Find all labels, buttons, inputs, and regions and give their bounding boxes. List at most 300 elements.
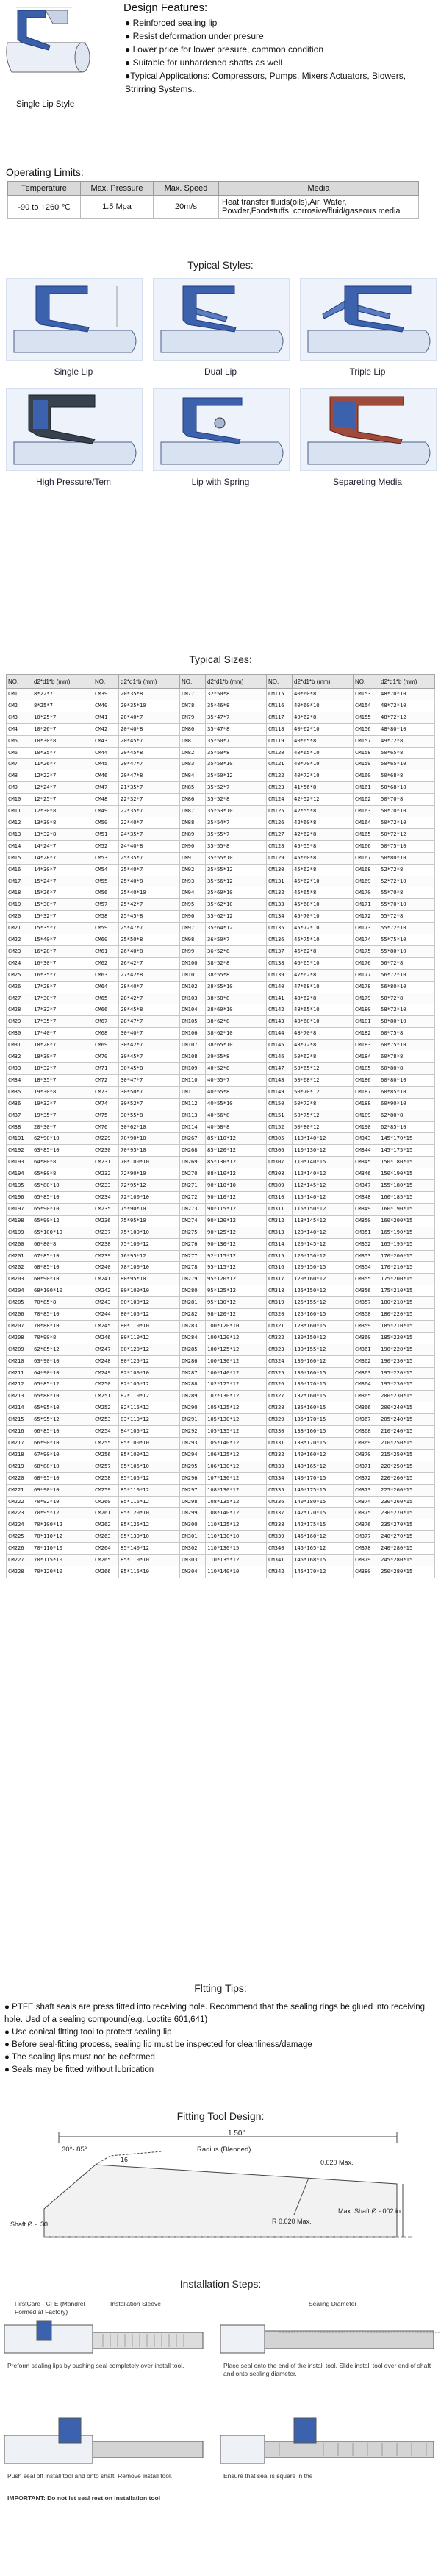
dimension-cell: 18*32*7 [32, 1063, 93, 1075]
dimension-cell: 70*85*8 [32, 1297, 93, 1309]
table-row [7, 723, 435, 735]
part-number-cell: CM80 [180, 723, 206, 735]
dimension-cell: 220*260*15 [379, 1472, 435, 1484]
part-number-cell: CM355 [354, 1274, 379, 1285]
dimension-cell: 35*60*10 [206, 887, 267, 899]
part-number-cell: CM14 [7, 840, 32, 852]
dimension-cell: 13*32*8 [32, 828, 93, 840]
feature-item: ● Resist deformation under presure [125, 31, 264, 41]
part-number-cell: CM195 [7, 1180, 32, 1192]
part-number-cell: CM63 [93, 969, 119, 981]
dimension-cell: 85*140*12 [119, 1543, 180, 1555]
dimension-cell: 105*130*12 [206, 1414, 267, 1426]
part-number-cell: CM305 [267, 1133, 293, 1145]
part-number-cell: CM219 [7, 1461, 32, 1472]
part-number-cell: CM362 [354, 1355, 379, 1367]
dimension-cell: 100*120*10 [206, 1320, 267, 1332]
table-row [7, 1180, 435, 1192]
part-number-cell: CM4 [7, 723, 32, 735]
part-number-cell: CM6 [7, 747, 32, 759]
dimension-cell: 30*62*10 [119, 1121, 180, 1133]
part-number-cell: CM277 [180, 1250, 206, 1262]
part-number-cell: CM220 [7, 1472, 32, 1484]
part-number-cell: CM174 [354, 934, 379, 946]
part-number-cell: CM231 [93, 1157, 119, 1168]
part-number-cell: CM207 [7, 1320, 32, 1332]
dimension-cell: 35*47*7 [206, 712, 267, 723]
part-number-cell: CM297 [180, 1484, 206, 1496]
dimension-cell: 12*25*7 [32, 794, 93, 806]
dimension-cell: 102*130*12 [206, 1391, 267, 1402]
feature-item: ● Reinforced sealing lip [125, 18, 218, 28]
dimension-cell: 100*125*12 [206, 1344, 267, 1355]
dimension-cell: 132*160*15 [293, 1391, 354, 1402]
dimension-cell: 10*25*7 [32, 712, 93, 723]
dimension-cell: 235*270*15 [379, 1519, 435, 1531]
dimension-cell: 130*160*15 [293, 1367, 354, 1379]
table-row [7, 840, 435, 852]
limits-header: Max. Pressure [81, 182, 154, 196]
part-number-cell: CM26 [7, 981, 32, 993]
part-number-cell: CM262 [93, 1519, 119, 1531]
dim16-label: 16 [121, 2156, 129, 2163]
part-number-cell: CM270 [180, 1168, 206, 1180]
part-number-cell: CM33 [7, 1063, 32, 1075]
dimension-cell: 14*24*7 [32, 840, 93, 852]
dimension-cell: 142*170*15 [293, 1508, 354, 1519]
dimension-cell: 145*165*12 [293, 1543, 354, 1555]
part-number-cell: CM138 [267, 957, 293, 969]
part-number-cell: CM261 [93, 1508, 119, 1519]
part-number-cell: CM326 [267, 1379, 293, 1391]
part-number-cell: CM369 [354, 1438, 379, 1450]
part-number-cell: CM278 [180, 1262, 206, 1274]
dimension-cell: 84*105*12 [119, 1426, 180, 1438]
part-number-cell: CM171 [354, 899, 379, 911]
dimension-cell: 58*72*8 [379, 993, 435, 1004]
part-number-cell: CM76 [93, 1121, 119, 1133]
table-row [7, 1285, 435, 1297]
dimension-cell: 85*120*12 [206, 1145, 267, 1157]
dimension-cell: 55*70*8 [379, 887, 435, 899]
table-row [7, 806, 435, 817]
table-row [7, 1566, 435, 1578]
dimension-cell: 72*100*10 [119, 1191, 180, 1203]
part-number-cell: CM173 [354, 923, 379, 934]
part-number-cell: CM249 [93, 1367, 119, 1379]
table-row [7, 923, 435, 934]
dimension-cell: 70*115*10 [32, 1555, 93, 1566]
dimension-cell: 105*125*12 [206, 1402, 267, 1414]
installation-steps-title: Installation Steps: [179, 2278, 262, 2290]
dimension-cell: 190*220*15 [379, 1344, 435, 1355]
part-number-cell: CM247 [93, 1344, 119, 1355]
dimension-cell: 50*70*10 [379, 806, 435, 817]
dimension-cell: 45*70*10 [293, 911, 354, 923]
part-number-cell: CM363 [354, 1367, 379, 1379]
part-number-cell: CM356 [354, 1285, 379, 1297]
part-number-cell: CM291 [180, 1414, 206, 1426]
tip-item: ● PTFE shaft seals are press fitted into receiving hole. Recommend that the sealing rings be glued into receiving hole. Usd of a sealing compound(e.g. Loctite 601,641) [4, 2003, 426, 2024]
dimension-cell: 180*210*15 [379, 1297, 435, 1309]
dimension-cell: 55*72*10 [379, 923, 435, 934]
dimension-cell: 52*72*8 [379, 864, 435, 876]
dimension-cell: 25*40*8 [119, 876, 180, 887]
part-number-cell: CM12 [7, 817, 32, 828]
dimension-cell: 210*250*15 [379, 1438, 435, 1450]
table-row [7, 1344, 435, 1355]
part-number-cell: CM156 [354, 723, 379, 735]
dimension-cell: 85*115*10 [119, 1566, 180, 1578]
dimension-cell: 48*70*8 [293, 1028, 354, 1040]
part-number-cell: CM176 [354, 957, 379, 969]
dimension-cell: 82*115*12 [119, 1402, 180, 1414]
part-number-cell: CM213 [7, 1391, 32, 1402]
dimension-cell: 90*115*12 [206, 1203, 267, 1215]
dimension-cell: 30*40*7 [119, 1028, 180, 1040]
part-number-cell: CM272 [180, 1191, 206, 1203]
dimension-cell: 48*80*10 [379, 723, 435, 735]
table-row [7, 1472, 435, 1484]
part-number-cell: CM283 [180, 1320, 206, 1332]
part-number-cell: CM175 [354, 945, 379, 957]
dimension-cell: 40*60*10 [293, 700, 354, 712]
part-number-cell: CM85 [180, 782, 206, 794]
dimension-cell: 68*95*10 [32, 1472, 93, 1484]
part-number-cell: CM224 [7, 1519, 32, 1531]
part-number-cell: CM282 [180, 1309, 206, 1321]
dimension-cell: 120*150*12 [293, 1250, 354, 1262]
dimension-cell: 20*47*7 [119, 759, 180, 770]
part-number-cell: CM351 [354, 1227, 379, 1238]
style-label-single-lip: Single Lip [54, 366, 93, 377]
part-number-cell: CM335 [267, 1484, 293, 1496]
dimension-cell: 110*125*12 [206, 1519, 267, 1531]
table-row [7, 993, 435, 1004]
col-header: NO. [267, 675, 293, 689]
part-number-cell: CM28 [7, 1004, 32, 1016]
part-number-cell: CM353 [354, 1250, 379, 1262]
part-number-cell: CM146 [267, 1051, 293, 1063]
dimension-cell: 40*72*10 [293, 770, 354, 782]
part-number-cell: CM131 [267, 876, 293, 887]
part-number-cell: CM197 [7, 1203, 32, 1215]
dimension-cell: 68*88*10 [32, 1461, 93, 1472]
dimension-cell: 130*150*12 [293, 1332, 354, 1344]
dimension-cell: 15*30*7 [32, 899, 93, 911]
part-number-cell: CM325 [267, 1367, 293, 1379]
part-number-cell: CM264 [93, 1543, 119, 1555]
dimension-cell: 130*160*12 [293, 1355, 354, 1367]
part-number-cell: CM66 [93, 1004, 119, 1016]
dimension-cell: 185*220*15 [379, 1332, 435, 1344]
part-number-cell: CM240 [93, 1262, 119, 1274]
part-number-cell: CM337 [267, 1508, 293, 1519]
part-number-cell: CM78 [180, 700, 206, 712]
part-number-cell: CM371 [354, 1461, 379, 1472]
dimension-cell: 55*75*10 [379, 934, 435, 946]
part-number-cell: CM258 [93, 1472, 119, 1484]
part-number-cell: CM304 [180, 1566, 206, 1578]
part-number-cell: CM334 [267, 1472, 293, 1484]
part-number-cell: CM65 [93, 993, 119, 1004]
table-row [7, 1203, 435, 1215]
dimension-cell: 50*75*12 [293, 1110, 354, 1121]
part-number-cell: CM55 [93, 876, 119, 887]
part-number-cell: CM267 [180, 1133, 206, 1145]
dimension-cell: 45*62*8 [293, 864, 354, 876]
dimension-cell: 35*64*12 [206, 923, 267, 934]
dimension-cell: 110*140*12 [293, 1133, 354, 1145]
table-row [7, 1215, 435, 1227]
part-number-cell: CM135 [267, 923, 293, 934]
dimension-cell: 110*130*12 [293, 1145, 354, 1157]
typical-sizes-title: Typical Sizes: [189, 653, 252, 665]
part-number-cell: CM370 [354, 1449, 379, 1461]
table-row [7, 1004, 435, 1016]
dimension-cell: 70*95*10 [119, 1145, 180, 1157]
part-number-cell: CM45 [93, 759, 119, 770]
table-row [7, 1086, 435, 1098]
step1-caption: Preform sealing lips by pushing seal completely over install tool. [7, 2362, 184, 2369]
part-number-cell: CM210 [7, 1355, 32, 1367]
part-number-cell: CM320 [267, 1309, 293, 1321]
part-number-cell: CM30 [7, 1028, 32, 1040]
dimension-cell: 25*42*7 [119, 899, 180, 911]
table-row [7, 1110, 435, 1121]
part-number-cell: CM234 [93, 1191, 119, 1203]
shaft-max-label: Max. Shaft Ø -.002 in. [338, 2207, 403, 2215]
dimension-cell: 112*145*12 [293, 1180, 354, 1192]
dimension-cell: 65*85*12 [32, 1379, 93, 1391]
dimension-cell: 30*45*7 [119, 1051, 180, 1063]
dimension-cell: 48*72*12 [379, 712, 435, 723]
feature-item: ● Lower price for lower presure, common condition [125, 44, 324, 54]
part-number-cell: CM107 [180, 1040, 206, 1051]
dimension-cell: 30*50*7 [119, 1086, 180, 1098]
part-number-cell: CM155 [354, 712, 379, 723]
part-number-cell: CM59 [93, 923, 119, 934]
limits-cell: Heat transfer fluids(oils),Air, Water, Powder,Foodstuffs, corrosive/fluid/gaseous media [219, 196, 419, 219]
part-number-cell: CM216 [7, 1426, 32, 1438]
dimension-cell: 50*75*10 [379, 840, 435, 852]
dimension-cell: 35*55*10 [206, 852, 267, 864]
part-number-cell: CM254 [93, 1426, 119, 1438]
part-number-cell: CM50 [93, 817, 119, 828]
dimension-cell: 46*62*8 [293, 945, 354, 957]
dimension-cell: 39*55*8 [206, 1051, 267, 1063]
part-number-cell: CM259 [93, 1484, 119, 1496]
dimension-cell: 110*130*10 [206, 1531, 267, 1543]
dimension-cell: 65*80*8 [32, 1168, 93, 1180]
table-row [7, 1391, 435, 1402]
part-number-cell: CM122 [267, 770, 293, 782]
part-number-cell: CM235 [93, 1203, 119, 1215]
dimension-cell: 240*280*15 [379, 1543, 435, 1555]
table-row [7, 1297, 435, 1309]
part-number-cell: CM311 [267, 1203, 293, 1215]
part-number-cell: CM211 [7, 1367, 32, 1379]
part-number-cell: CM157 [354, 735, 379, 747]
dimension-cell: 10*30*8 [32, 735, 93, 747]
dimension-cell: 75*100*10 [119, 1227, 180, 1238]
dimension-cell: 25*45*8 [119, 911, 180, 923]
dimension-cell: 64*80*8 [32, 1157, 93, 1168]
dimension-cell: 69*90*10 [32, 1484, 93, 1496]
dimension-cell: 50*68*12 [293, 1074, 354, 1086]
part-number-cell: CM209 [7, 1344, 32, 1355]
dimension-cell: 65*88*10 [32, 1391, 93, 1402]
dimension-cell: 12*30*8 [32, 806, 93, 817]
part-number-cell: CM46 [93, 770, 119, 782]
dimension-cell: 125*160*15 [293, 1309, 354, 1321]
part-number-cell: CM144 [267, 1028, 293, 1040]
dimension-cell: 42*60*8 [293, 817, 354, 828]
part-number-cell: CM87 [180, 806, 206, 817]
dimension-cell: 220*250*15 [379, 1461, 435, 1472]
part-number-cell: CM333 [267, 1461, 293, 1472]
part-number-cell: CM167 [354, 852, 379, 864]
part-number-cell: CM360 [354, 1332, 379, 1344]
part-number-cell: CM108 [180, 1051, 206, 1063]
max020-label: 0.020 Max. [320, 2159, 354, 2166]
dimension-cell: 120*140*12 [293, 1227, 354, 1238]
dimension-cell: 55*80*10 [379, 945, 435, 957]
dimension-cell: 135*170*15 [293, 1414, 354, 1426]
part-number-cell: CM31 [7, 1040, 32, 1051]
tip-item: ● The sealing lips must not be deformed [4, 2053, 155, 2062]
dimension-cell: 165*195*15 [379, 1238, 435, 1250]
part-number-cell: CM328 [267, 1402, 293, 1414]
dimension-cell: 35*52*8 [206, 794, 267, 806]
part-number-cell: CM116 [267, 700, 293, 712]
dimension-cell: 140*180*15 [293, 1496, 354, 1508]
part-number-cell: CM298 [180, 1496, 206, 1508]
separating-media-style-image [300, 388, 437, 471]
part-number-cell: CM162 [354, 794, 379, 806]
part-number-cell: CM182 [354, 1028, 379, 1040]
table-row [7, 1191, 435, 1203]
part-number-cell: CM296 [180, 1472, 206, 1484]
table-row [7, 1168, 435, 1180]
dimension-cell: 80*125*12 [119, 1355, 180, 1367]
part-number-cell: CM178 [354, 981, 379, 993]
part-number-cell: CM212 [7, 1379, 32, 1391]
dimension-cell: 60*85*10 [379, 1086, 435, 1098]
part-number-cell: CM230 [93, 1145, 119, 1157]
table-row [7, 1016, 435, 1028]
dimension-cell: 150*180*15 [379, 1157, 435, 1168]
dimension-cell: 70*110*10 [32, 1543, 93, 1555]
table-row [7, 828, 435, 840]
radius-label: Radius (Blended) [197, 2146, 251, 2154]
dimension-cell: 48*68*10 [293, 1016, 354, 1028]
part-number-cell: CM260 [93, 1496, 119, 1508]
part-number-cell: CM202 [7, 1262, 32, 1274]
part-number-cell: CM293 [180, 1438, 206, 1450]
dimension-cell: 150*190*15 [379, 1168, 435, 1180]
dimension-cell: 20*40*8 [119, 723, 180, 735]
dimension-cell: 38*52*8 [206, 957, 267, 969]
dimension-cell: 80*105*12 [119, 1309, 180, 1321]
dimension-cell: 165*190*15 [379, 1227, 435, 1238]
dimension-cell: 35*54*7 [206, 817, 267, 828]
part-number-cell: CM246 [93, 1332, 119, 1344]
part-number-cell: CM11 [7, 806, 32, 817]
dimension-cell: 70*100*12 [32, 1519, 93, 1531]
part-number-cell: CM237 [93, 1227, 119, 1238]
part-number-cell: CM51 [93, 828, 119, 840]
design-features-title: Design Features: [123, 1, 208, 14]
part-number-cell: CM227 [7, 1555, 32, 1566]
typical-styles-title: Typical Styles: [187, 259, 254, 271]
part-number-cell: CM347 [354, 1180, 379, 1192]
part-number-cell: CM242 [93, 1285, 119, 1297]
dimension-cell: 28*45*8 [119, 1004, 180, 1016]
dimension-cell: 250*280*15 [379, 1566, 435, 1578]
dimension-cell: 20*45*7 [119, 735, 180, 747]
dimension-cell: 19*30*8 [32, 1086, 93, 1098]
part-number-cell: CM322 [267, 1332, 293, 1344]
dimension-cell: 18*35*7 [32, 1074, 93, 1086]
part-number-cell: CM271 [180, 1180, 206, 1192]
part-number-cell: CM295 [180, 1461, 206, 1472]
dimension-cell: 62*90*10 [32, 1133, 93, 1145]
dimension-cell: 14*28*7 [32, 852, 93, 864]
dimension-cell: 26*40*8 [119, 945, 180, 957]
part-number-cell: CM279 [180, 1274, 206, 1285]
dimension-cell: 45*62*10 [293, 876, 354, 887]
part-number-cell: CM84 [180, 770, 206, 782]
dimension-cell: 63*90*10 [32, 1355, 93, 1367]
part-number-cell: CM324 [267, 1355, 293, 1367]
table-row [7, 969, 435, 981]
dimension-cell: 12*24*7 [32, 782, 93, 794]
dimension-cell: 13*30*8 [32, 817, 93, 828]
dimension-cell: 140*165*12 [293, 1461, 354, 1472]
dimension-cell: 66*90*10 [32, 1438, 93, 1450]
part-number-cell: CM245 [93, 1320, 119, 1332]
table-row [7, 1496, 435, 1508]
dimension-cell: 20*35*8 [119, 689, 180, 700]
part-number-cell: CM100 [180, 957, 206, 969]
part-number-cell: CM165 [354, 828, 379, 840]
table-row [7, 1461, 435, 1472]
table-row [7, 770, 435, 782]
part-number-cell: CM102 [180, 981, 206, 993]
dimension-cell: 80*95*10 [119, 1274, 180, 1285]
dimension-cell: 85*125*12 [119, 1519, 180, 1531]
part-number-cell: CM273 [180, 1203, 206, 1215]
part-number-cell: CM232 [93, 1168, 119, 1180]
dimension-cell: 40*56*8 [206, 1110, 267, 1121]
part-number-cell: CM222 [7, 1496, 32, 1508]
dimension-cell: 45*55*8 [293, 840, 354, 852]
dimension-cell: 40*65*10 [293, 747, 354, 759]
part-number-cell: CM43 [93, 735, 119, 747]
part-number-cell: CM3 [7, 712, 32, 723]
part-number-cell: CM73 [93, 1086, 119, 1098]
part-number-cell: CM206 [7, 1309, 32, 1321]
dimension-cell: 70*100*10 [119, 1157, 180, 1168]
dimension-cell: 118*145*12 [293, 1215, 354, 1227]
table-row [7, 1402, 435, 1414]
dimension-cell: 47*62*8 [293, 969, 354, 981]
table-row [7, 747, 435, 759]
part-number-cell: CM287 [180, 1367, 206, 1379]
dimension-cell: 8*25*7 [32, 700, 93, 712]
part-number-cell: CM218 [7, 1449, 32, 1461]
